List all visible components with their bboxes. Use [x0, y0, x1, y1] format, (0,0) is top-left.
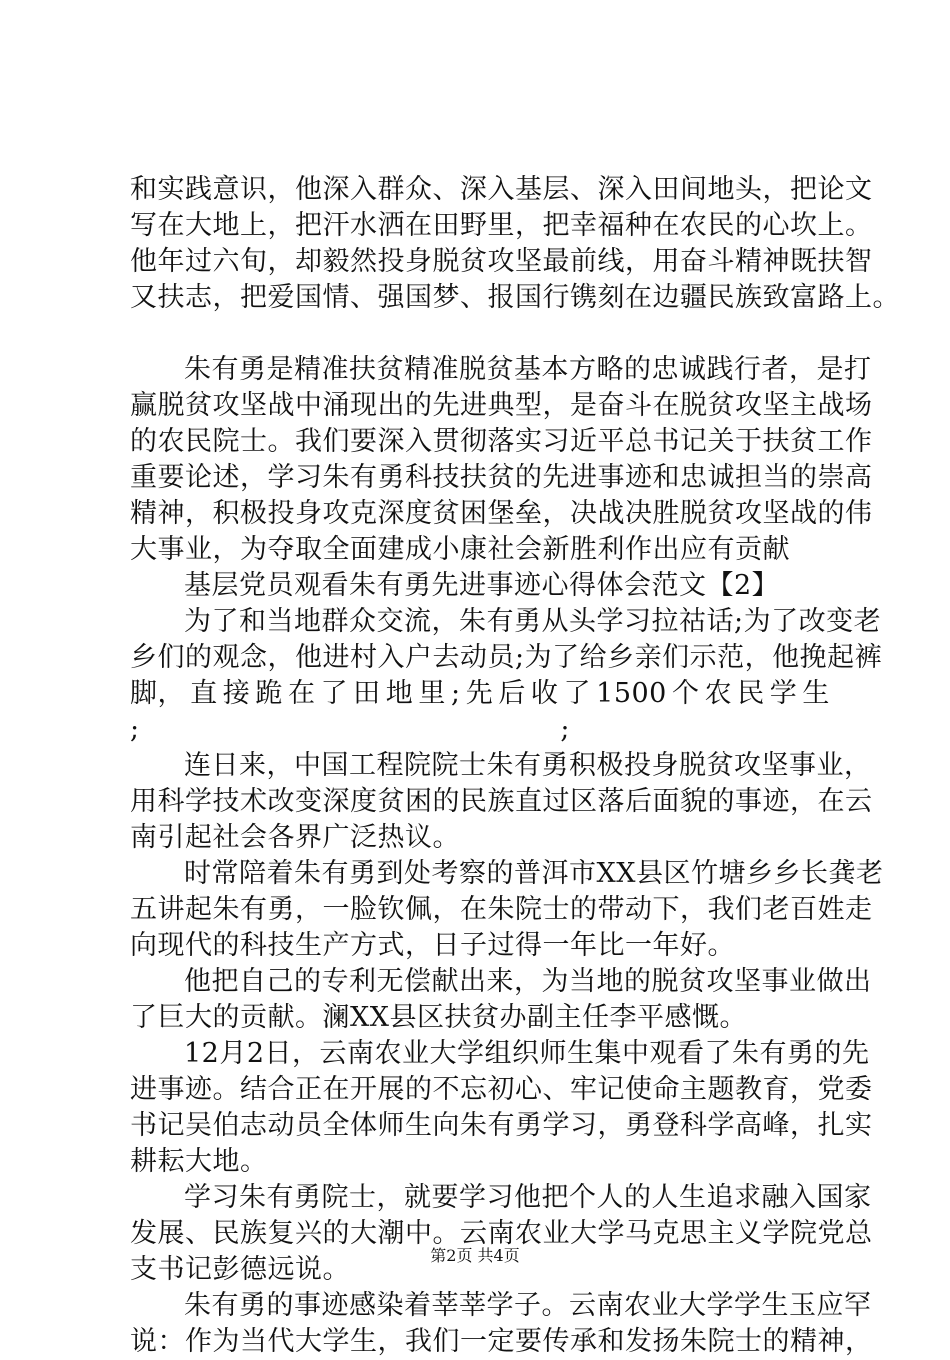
text-line: 赢脱贫攻坚战中涌现出的先进典型，是奋斗在脱贫攻坚主战场 — [130, 390, 873, 421]
text-line: 写在大地上，把汗水洒在田野里，把幸福种在农民的心坎上。 — [130, 210, 873, 241]
paragraph-2 — [130, 352, 873, 568]
text-line: 说：作为当代大学生，我们一定要传承和发扬朱院士的精神， — [130, 1326, 873, 1357]
section-heading: 基层党员观看朱有勇先进事迹心得体会范文【2】 — [184, 570, 780, 601]
justified-text-line — [130, 676, 830, 712]
text-line: 重要论述，学习朱有勇科技扶贫的先进事迹和忠诚担当的崇高 — [130, 462, 873, 493]
text-segment: 收 — [530, 678, 559, 709]
text-line: 连日来，中国工程院院士朱有勇积极投身脱贫攻坚事业， — [184, 750, 872, 781]
text-line: 朱有勇的事迹感染着莘莘学子。云南农业大学学生玉应罕 — [184, 1290, 872, 1321]
text-segment: 农 — [704, 678, 733, 709]
text-segment: 接 — [222, 678, 251, 709]
text-line: 他年过六旬，却毅然投身脱贫攻坚最前线，用奋斗精神既扶智 — [130, 246, 873, 277]
text-segment: 地 — [385, 678, 414, 709]
text-segment: 个 — [671, 678, 700, 709]
text-line: 乡们的观念，他进村入户去动员;为了给乡亲们示范，他挽起裤 — [130, 642, 883, 673]
text-segment: 民 — [737, 678, 765, 709]
text-segment: 后 — [498, 678, 526, 709]
paragraph-7 — [130, 1036, 873, 1180]
text-line: 发展、民族复兴的大潮中。云南农业大学马克思主义学院党总 — [130, 1218, 873, 1249]
text-line: 向现代的科技生产方式，日子过得一年比一年好。 — [130, 930, 735, 961]
paragraph-1 — [130, 172, 900, 316]
text-segment: ; — [560, 714, 570, 745]
text-line: 朱有勇是精准扶贫精准脱贫基本方略的忠诚践行者，是打 — [184, 354, 872, 385]
paragraph-9 — [130, 1288, 873, 1360]
text-line: 南引起社会各界广泛热议。 — [130, 822, 460, 853]
text-segment: 在 — [287, 678, 316, 709]
text-line: 又扶志，把爱国情、强国梦、报国行镌刻在边疆民族致富路上。 — [130, 282, 900, 313]
text-line: 为了和当地群众交流，朱有勇从头学习拉祜话;为了改变老 — [184, 606, 882, 637]
page-footer: 第2页 共4页 — [430, 1246, 520, 1265]
text-line: 学习朱有勇院士，就要学习他把个人的人生追求融入国家 — [184, 1182, 872, 1213]
text-line: 12月2日，云南农业大学组织师生集中观看了朱有勇的先 — [184, 1038, 870, 1069]
text-line: 大事业，为夺取全面建成小康社会新胜利作出应有贡献 — [130, 534, 790, 565]
text-line: 五讲起朱有勇，一脸钦佩，在朱院士的带动下，我们老百姓走 — [130, 894, 873, 925]
paragraph-5 — [130, 856, 884, 964]
text-line: 和实践意识，他深入群众、深入基层、深入田间地头，把论文 — [130, 174, 873, 205]
text-segment: 了 — [563, 678, 592, 709]
text-segment: 直 — [190, 678, 218, 709]
text-segment: 田 — [353, 678, 381, 709]
text-segment: 生 — [802, 678, 830, 709]
text-segment: 了 — [320, 678, 349, 709]
paragraph-8 — [130, 1180, 873, 1288]
text-segment: ; — [130, 714, 140, 745]
text-segment: 脚， — [130, 678, 185, 709]
text-line: 进事迹。结合正在开展的不忘初心、牢记使命主题教育，党委 — [130, 1074, 873, 1105]
text-segment: 跪 — [255, 678, 283, 709]
text-line: 耕耘大地。 — [130, 1146, 268, 1177]
paragraph-6 — [130, 964, 872, 1036]
text-line: 支书记彭德远说。 — [130, 1254, 350, 1285]
text-segment: 里 — [418, 678, 446, 709]
text-segment: 1500 — [596, 678, 667, 709]
text-line: 了巨大的贡献。澜XX县区扶贫办副主任李平感慨。 — [130, 1002, 747, 1033]
text-line: 书记吴伯志动员全体师生向朱有勇学习，勇登科学高峰，扎实 — [130, 1110, 873, 1141]
text-line: 的农民院士。我们要深入贯彻落实习近平总书记关于扶贫工作 — [130, 426, 873, 457]
text-segment: 学 — [769, 678, 798, 709]
paragraph-spacer — [130, 316, 830, 352]
document-body — [130, 172, 900, 1360]
text-line: 他把自己的专利无偿献出来，为当地的脱贫攻坚事业做出 — [184, 966, 872, 997]
semicolon-line — [130, 712, 570, 748]
text-line: 时常陪着朱有勇到处考察的普洱市XX县区竹塘乡乡长龚老 — [184, 858, 884, 889]
text-segment: 先 — [465, 678, 494, 709]
paragraph-3 — [130, 604, 883, 748]
text-line: 用科学技术改变深度贫困的民族直过区落后面貌的事迹，在云 — [130, 786, 873, 817]
text-line: 精神，积极投身攻克深度贫困堡垒，决战决胜脱贫攻坚战的伟 — [130, 498, 873, 529]
text-segment: ; — [450, 678, 461, 709]
paragraph-4 — [130, 748, 873, 856]
